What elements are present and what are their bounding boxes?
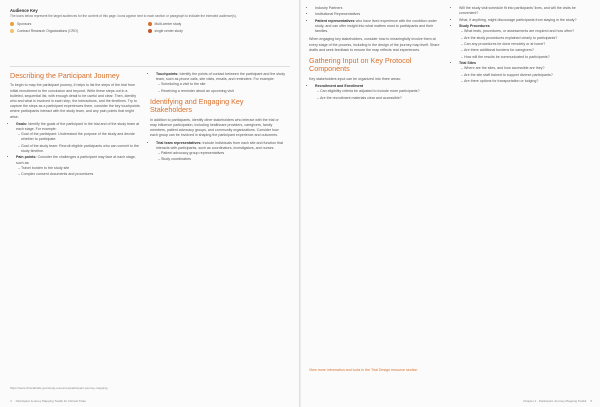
page-number: 4 xyxy=(10,399,12,403)
section-heading: Identifying and Engaging Key Stakeholders xyxy=(150,97,244,115)
resource-link[interactable]: View more information and tools in the Trial Design resource section xyxy=(309,368,418,372)
sponsor-icon xyxy=(10,22,14,26)
list-item: – How will the results be communicated to participants? xyxy=(464,55,588,60)
journey-bullets xyxy=(10,122,140,178)
list-item: – Can any procedures be done remotely or at home? xyxy=(464,42,588,47)
touchpoint-bullets xyxy=(150,72,285,94)
footer-title: Participant Journey Mapping Toolkit for Clinical Trials xyxy=(15,399,86,403)
list-item: • Recruitment and Enrollment – Can eligibility criteria be adjusted to include more participants? – Are the recruitment materials clear and accessible? xyxy=(315,84,441,101)
right-page xyxy=(301,0,600,407)
legend-item xyxy=(10,22,148,26)
list-item: – Are the site staff trained to support diverse participants? xyxy=(464,73,588,78)
list-item: – Can eligibility criteria be adjusted to include more participants? xyxy=(320,89,441,94)
single-center-icon xyxy=(148,29,152,33)
section-participant-journey xyxy=(10,72,140,179)
page-footer xyxy=(523,399,592,403)
multi-center-icon xyxy=(148,22,152,26)
right-column-1 xyxy=(309,6,441,102)
list-item: – Are the recruitment materials clear and accessible? xyxy=(320,96,441,101)
divider xyxy=(10,66,290,67)
schedule-bullets xyxy=(453,6,588,84)
list-item: • Will the study visit schedule fit into participants' lives, and will the visits be convenient? xyxy=(459,6,588,16)
footer-title: Chapter 2 · Participant Journey Mapping Toolkit xyxy=(523,399,587,403)
list-item: – Are the study procedures explained clearly to participants? xyxy=(464,36,588,41)
list-item: – Patient advocacy group representatives xyxy=(161,151,285,156)
section-body: When engaging key stakeholders, consider how to meaningfully involve them at every stage of the process, including in the design of the journey map itself. Share drafts and seek feedback to ensure the map reflects real experiences. xyxy=(309,37,440,52)
legend-item xyxy=(148,22,286,26)
stakeholder-bullets xyxy=(150,141,285,163)
list-item: • Touchpoints: Identify the points of contact between the participant and the study team, such as phone calls, site visits, emails, and reminders. For example: – Scheduling a visit to the site – Receiving a reminder about an upcoming visit xyxy=(156,72,285,94)
list-item: • Industry Partners xyxy=(315,6,441,11)
footnote: https://www.clinicaltrials.gov/study-resources/participant-journey-mapping xyxy=(10,386,108,390)
list-item: – Goal of the study team: Recruit eligible participants who can commit to the study timeline. xyxy=(21,144,140,154)
list-item: – Are there options for transportation or lodging? xyxy=(464,79,588,84)
list-item: • Goals: Identify the goals of the participant in the trial and of the study team at each stage. For example: – Goal of the participant: Understand the purpose of the study and decide whether to participate. – Goal of the study team: Recruit eligible participants who can commit to the study timeline. xyxy=(16,122,140,154)
section-heading: Describing the Participant Journey xyxy=(10,71,120,80)
legend-item xyxy=(10,29,148,33)
list-item: • Patient representatives who have lived experience with the condition under study, and can offer insight into what matters most to participants and their families. xyxy=(315,19,441,35)
section-stakeholders xyxy=(150,72,285,164)
section-body: To begin to map the participant journey, it helps to list the steps of the trial from initial recruitment to the conclusion and beyond. Write these steps out in a bulleted, sequential list, with enough detail to be useful and clear. Then, identify who and what is involved in each step, the interactions, and the timelines. Try to capture the steps as a participant experiences them, consider the key touchpoints where participants interact with the study team, and any pain points that might arise. xyxy=(10,83,140,119)
list-item: • Trial team representatives: Include individuals from each site and function that interacts with participants, such as coordinators, investigators, and nurses. – Patient advocacy group representatives – Study coordinators xyxy=(156,141,285,163)
list-item: – Complex consent documents and procedures xyxy=(21,172,140,177)
audience-key-intro: The icons below represent the target audiences for the content of this page. Icons appear next to each section or paragraph to indicate the intended audience(s). xyxy=(10,14,237,18)
legend-label: Multi-center study xyxy=(154,21,182,26)
audience-key xyxy=(10,8,285,33)
list-item: • Institutional Representatives xyxy=(315,12,441,17)
legend-label: Contract Research Organizations (CRO) xyxy=(17,28,78,33)
audience-legend xyxy=(10,22,285,33)
list-item: – Receiving a reminder about an upcoming visit xyxy=(161,89,285,94)
section-body: In addition to participants, identify other stakeholders who interact with the trial or may influence participation, including healthcare providers, caregivers, family members, patient advocacy groups, and community organizations. Consider how each group can be involved in shaping the participant experience and outcomes. xyxy=(150,117,279,138)
stakeholder-list xyxy=(309,6,441,34)
list-item: – Are there additional burdens for caregivers? xyxy=(464,48,588,53)
section-intro: Key stakeholders input can be organized into three areas: xyxy=(309,76,401,81)
list-item: • Trial Sites – Where are the sites, and how accessible are they? – Are the site staff trained to support diverse participants? – Are there options for transportation or lodging? xyxy=(459,61,588,84)
list-item: – Study coordinators xyxy=(161,157,285,162)
list-item: – Goal of the participant: Understand the purpose of the study and decide whether to participate. xyxy=(21,132,140,142)
list-item: – Where are the sites, and how accessible are they? xyxy=(464,66,588,71)
right-column-2 xyxy=(453,6,588,86)
list-item: • What, if anything, might discourage participants from staying in the study? xyxy=(459,18,588,23)
legend-label: Sponsors xyxy=(17,21,32,26)
list-item: – What tests, procedures, or assessments are required and how often? xyxy=(464,29,588,34)
left-page xyxy=(0,0,299,407)
page-number: 5 xyxy=(590,399,592,403)
legend-label: single center study xyxy=(154,28,183,33)
cro-icon xyxy=(10,29,14,33)
legend-item xyxy=(148,29,286,33)
list-item: • Study Procedures – What tests, procedures, or assessments are required and how often? – Are the study procedures explained clearly to participants? – Can any procedures be done remotely or at home? – Are there additional burdens for caregivers? – How will the results be communicated to participants? xyxy=(459,24,588,60)
protocol-bullets xyxy=(309,84,441,101)
list-item: • Pain points: Consider the challenges a participant may face at each stage, such as: – Travel burden to the study site – Complex consent documents and procedures xyxy=(16,155,140,177)
page-footer xyxy=(10,399,86,403)
section-heading: Gathering Input on Key Protocol Components xyxy=(309,56,412,74)
list-item: – Scheduling a visit to the site xyxy=(161,82,285,87)
list-item: – Travel burden to the study site xyxy=(21,166,140,171)
audience-key-title: Audience Key xyxy=(10,8,38,13)
